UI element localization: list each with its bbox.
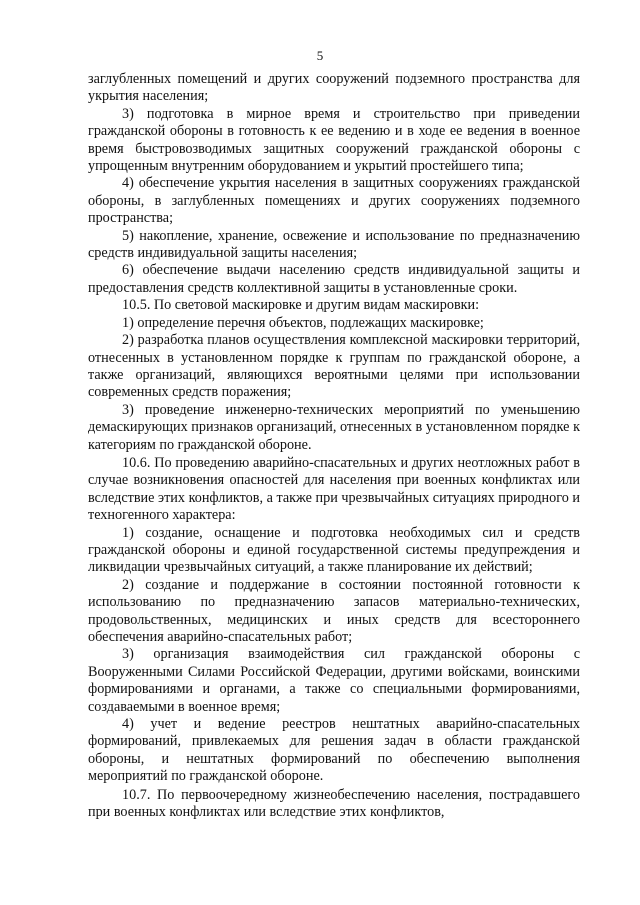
section-10-6-heading: 10.6. По проведению аварийно-спасательных и других неотложных работ в случае возникновения опасностей для населения при военных конфликтах или вследствие этих конфликтов, а также при чрезвычайных ситуациях природного и техногенного характера:: [88, 454, 580, 524]
item-5-storage: 5) накопление, хранение, освежение и использование по предназначению средств индивидуальной защиты населения;: [88, 227, 580, 262]
item-1-objects-list: 1) определение перечня объектов, подлежащих маскировке;: [122, 314, 484, 331]
item-3-cooperation: 3) организация взаимодействия сил гражданской обороны с Вооруженными Силами Российской Федерации, другими войсками, воинскими формированиями и органами, а также со специальными формированиями, создаваемыми в военное время;: [88, 646, 580, 715]
section-10-5-heading: 10.5. По световой маскировке и другим видам маскировки:: [122, 297, 480, 314]
item-3-engineering-measures: 3) проведение инженерно-технических мероприятий по уменьшению демаскирующих признаков организаций, отнесенных в установленном порядке к категориям по гражданской обороне.: [88, 401, 580, 453]
paragraph-continuation: заглубленных помещений и других сооружений подземного пространства для укрытия населения;: [88, 71, 580, 105]
document-body: [88, 71, 580, 821]
item-2-reserves: 2) создание и поддержание в состоянии постоянной готовности к использованию по предназначению запасов материально-технических, продовольственных, медицинских и иных средств для всестороннего обеспечения аварийно-спасательных работ;: [88, 576, 580, 645]
section-10-7-heading: 10.7. По первоочередному жизнеобеспечению населения, пострадавшего при военных конфликтах или вследствие этих конфликтов,: [88, 786, 580, 821]
item-6-distribution: 6) обеспечение выдачи населению средств индивидуальной защиты и предоставления средств коллективной защиты в установленные сроки.: [88, 262, 580, 296]
item-1-forces-creation: 1) создание, оснащение и подготовка необходимых сил и средств гражданской обороны и единой государственной системы предупреждения и ликвидации чрезвычайных ситуаций, а также планирование их действий;: [88, 524, 580, 576]
item-3-shelters-construction: 3) подготовка в мирное время и строительство при приведении гражданской обороны в готовность к ее ведению и в ходе ее ведения в военное время быстровозводимых защитных сооружений гражданской обороны с упрощенным внутренним оборудованием и укрытий простейшего типа;: [88, 105, 580, 175]
item-2-masking-plans: 2) разработка планов осуществления комплексной маскировки территорий, отнесенных в установленном порядке к группам по гражданской обороне, а также организаций, являющихся вероятными целями при использовании современных средств поражения;: [88, 332, 580, 401]
item-4-sheltering: 4) обеспечение укрытия населения в защитных сооружениях гражданской обороны, в заглубленных помещениях и других сооружениях подземного пространства;: [88, 175, 580, 227]
item-4-registers: 4) учет и ведение реестров нештатных аварийно-спасательных формирований, привлекаемых для решения задач в области гражданской обороны, и нештатных формирований по обеспечению выполнения мероприятий по гражданской обороне.: [88, 716, 580, 785]
page-number: 5: [316, 48, 324, 63]
